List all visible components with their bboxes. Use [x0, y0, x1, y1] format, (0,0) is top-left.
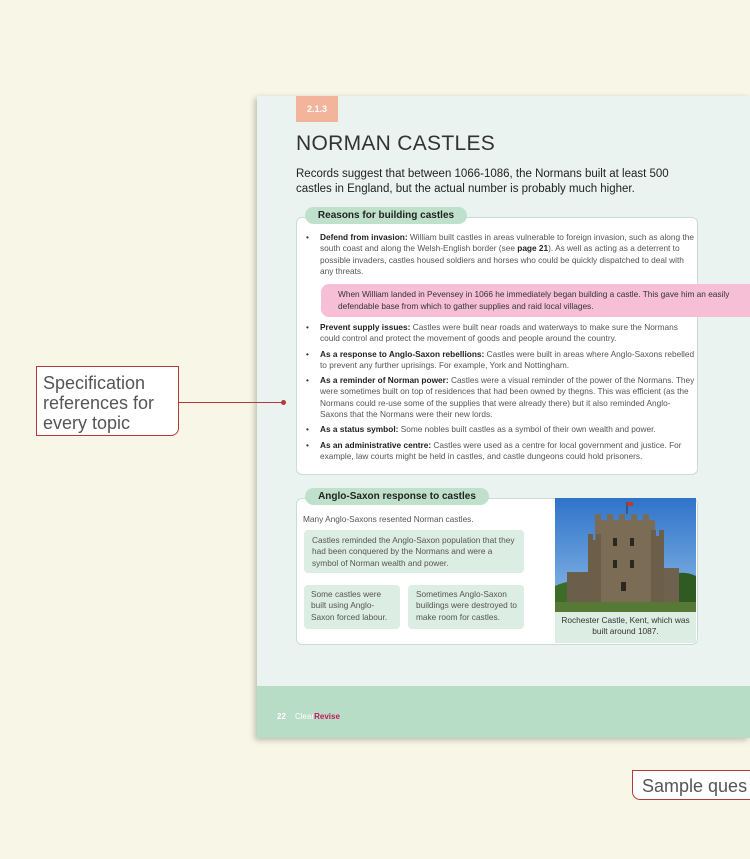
brand-prefix: Clear — [295, 712, 315, 721]
sample-callout: Sample ques — [632, 770, 750, 800]
page-number: 22 — [277, 712, 286, 721]
response-note: Sometimes Anglo-Saxon buildings were destroyed to make room for castles. — [408, 585, 524, 629]
list-item — [305, 424, 697, 435]
item-heading: As a reminder of Norman power: — [320, 375, 449, 386]
item-text: Some nobles built castles as a symbol of their own wealth and power. — [398, 424, 656, 435]
item-heading: Defend from invasion: — [320, 232, 408, 242]
page-reference-link[interactable]: page 21 — [517, 243, 549, 254]
item-text: Castles were built near roads and waterways to make sure the Normans could control and protect the movement of goods and people around the country. — [320, 322, 678, 344]
item-text: Castles were built in areas where Anglo-Saxons rebelled to prevent any further uprisings. For example, York and Nottingham. — [320, 348, 695, 370]
item-text: William built castles in areas vulnerable to foreign invasion, such as along the south coast and along the Welsh-English border (see — [320, 232, 694, 254]
response-note: Castles reminded the Anglo-Saxon population that they had been conquered by the Normans and were a symbol of Norman wealth and power. — [304, 530, 524, 573]
reasons-list-bottom — [305, 322, 697, 466]
list-item — [305, 375, 697, 420]
item-text: Castles were a visual reminder of the power of the Normans. They were sometimes built on top of residences that had been owned by thegns. This was efficient (as the Normans could re-use some of the supplies that were already there) but it also reminded Anglo-Saxons that the Normans were their new lords. — [320, 375, 695, 420]
item-heading: Prevent supply issues: — [320, 322, 411, 332]
response-note: Some castles were built using Anglo-Saxon forced labour. — [304, 585, 400, 629]
list-item — [305, 232, 697, 277]
list-item — [305, 440, 697, 463]
topic-code-badge: 2.1.3 — [296, 96, 338, 122]
photo-caption: Rochester Castle, Kent, which was built around 1087. — [555, 612, 696, 643]
item-text: ). As well as acting as a deterrent to possible invaders, castles housed soldiers and horses who could be quickly dispatched to deal with any threats. — [320, 243, 684, 276]
intro-text: Records suggest that between 1066-1086, the Normans built at least 500 castles in England, but the actual number is probably much higher. — [296, 168, 669, 195]
callout-leader-dot — [281, 400, 286, 405]
spec-callout: Specification references for every topic — [36, 366, 179, 436]
reasons-heading: Reasons for building castles — [305, 207, 467, 224]
castle-illustration — [555, 498, 696, 612]
castle-photo — [555, 498, 696, 612]
highlight-box: When William landed in Pevensey in 1066 he immediately began building a castle. This gave him an easily defendable base from which to gather supplies and raid local villages. — [321, 284, 750, 317]
list-item — [305, 349, 697, 372]
item-text: Castles were used as a centre for local government and justice. For example, law courts might be held in castles, and castle dungeons could hold prisoners. — [320, 439, 682, 461]
brand-suffix: Revise — [314, 712, 340, 721]
brand-logo — [295, 712, 340, 721]
item-heading: As a response to Anglo-Saxon rebellions: — [320, 348, 485, 359]
list-item — [305, 322, 697, 345]
textbook-page — [257, 96, 750, 738]
item-heading: As an administrative centre: — [320, 439, 432, 450]
response-heading: Anglo-Saxon response to castles — [305, 488, 489, 505]
page-title: NORMAN CASTLES — [296, 132, 496, 155]
callout-leader-line — [179, 402, 283, 403]
item-heading: As a status symbol: — [320, 424, 399, 435]
reasons-list-top — [305, 232, 697, 281]
response-lead: Many Anglo-Saxons resented Norman castles. — [303, 514, 474, 524]
